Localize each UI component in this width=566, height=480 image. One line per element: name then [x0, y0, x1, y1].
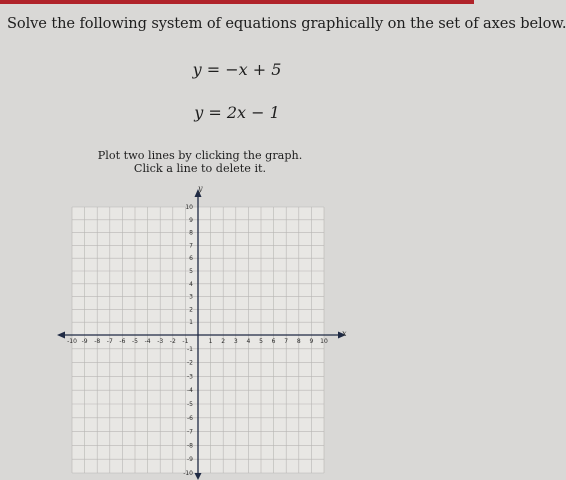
x-tick-label: -9 — [81, 338, 88, 345]
x-tick-label: -4 — [144, 338, 151, 345]
x-tick-label: 1 — [208, 338, 213, 345]
x-axis-name: x — [342, 329, 347, 338]
y-tick-label: -5 — [187, 401, 193, 408]
x-tick-label: -3 — [157, 338, 164, 345]
y-tick-label: -9 — [187, 456, 193, 464]
y-axis-bottom-arrow — [195, 473, 202, 480]
y-axis-name: y — [198, 184, 203, 193]
y-tick-label: -2 — [187, 359, 193, 367]
equation-2: y = 2x − 1 — [194, 103, 280, 122]
y-tick-label: 2 — [189, 306, 193, 314]
y-tick-label: -7 — [187, 428, 193, 436]
x-tick-label: 5 — [259, 338, 263, 345]
y-tick-label: 1 — [189, 319, 193, 327]
y-tick-label: 9 — [189, 216, 193, 224]
x-tick-label: -1 — [182, 338, 189, 345]
x-tick-label: -2 — [169, 338, 176, 345]
y-tick-label: -1 — [187, 345, 193, 353]
equation-1: y = −x + 5 — [192, 60, 282, 79]
y-tick-label: -10 — [183, 470, 193, 477]
x-tick-label: 2 — [221, 338, 226, 345]
x-tick-label: -7 — [106, 338, 113, 345]
graph-hint-plot: Plot two lines by clicking the graph. — [97, 149, 303, 162]
graph-hint-delete: Click a line to delete it. — [133, 162, 267, 175]
x-tick-label: 8 — [296, 338, 301, 345]
x-axis-left-arrow — [57, 332, 65, 339]
x-tick-label: -5 — [132, 338, 138, 345]
x-tick-label: 4 — [246, 338, 251, 345]
coordinate-graph[interactable] — [55, 183, 355, 480]
x-tick-label: 10 — [320, 338, 328, 345]
y-tick-label: -6 — [187, 414, 193, 422]
y-tick-label: 10 — [185, 204, 193, 211]
x-tick-label: 9 — [309, 338, 314, 345]
y-tick-label: 7 — [189, 242, 193, 250]
y-tick-label: 5 — [189, 268, 193, 275]
y-tick-label: 8 — [189, 229, 193, 237]
x-tick-label: -6 — [119, 338, 126, 345]
x-tick-label: -10 — [67, 338, 77, 345]
accent-bar — [0, 0, 474, 4]
y-tick-label: 6 — [189, 255, 193, 263]
x-tick-label: 3 — [233, 338, 238, 345]
x-tick-label: 7 — [284, 338, 289, 345]
x-tick-label: 6 — [271, 338, 276, 345]
y-tick-label: 3 — [189, 293, 193, 301]
y-tick-label: -8 — [187, 442, 193, 450]
y-tick-label: 4 — [189, 280, 193, 288]
y-tick-label: -3 — [187, 373, 193, 381]
y-tick-label: -4 — [187, 387, 193, 395]
x-tick-label: -8 — [94, 338, 101, 345]
question-instruction: Solve the following system of equations graphically on the set of axes below. — [7, 15, 566, 32]
